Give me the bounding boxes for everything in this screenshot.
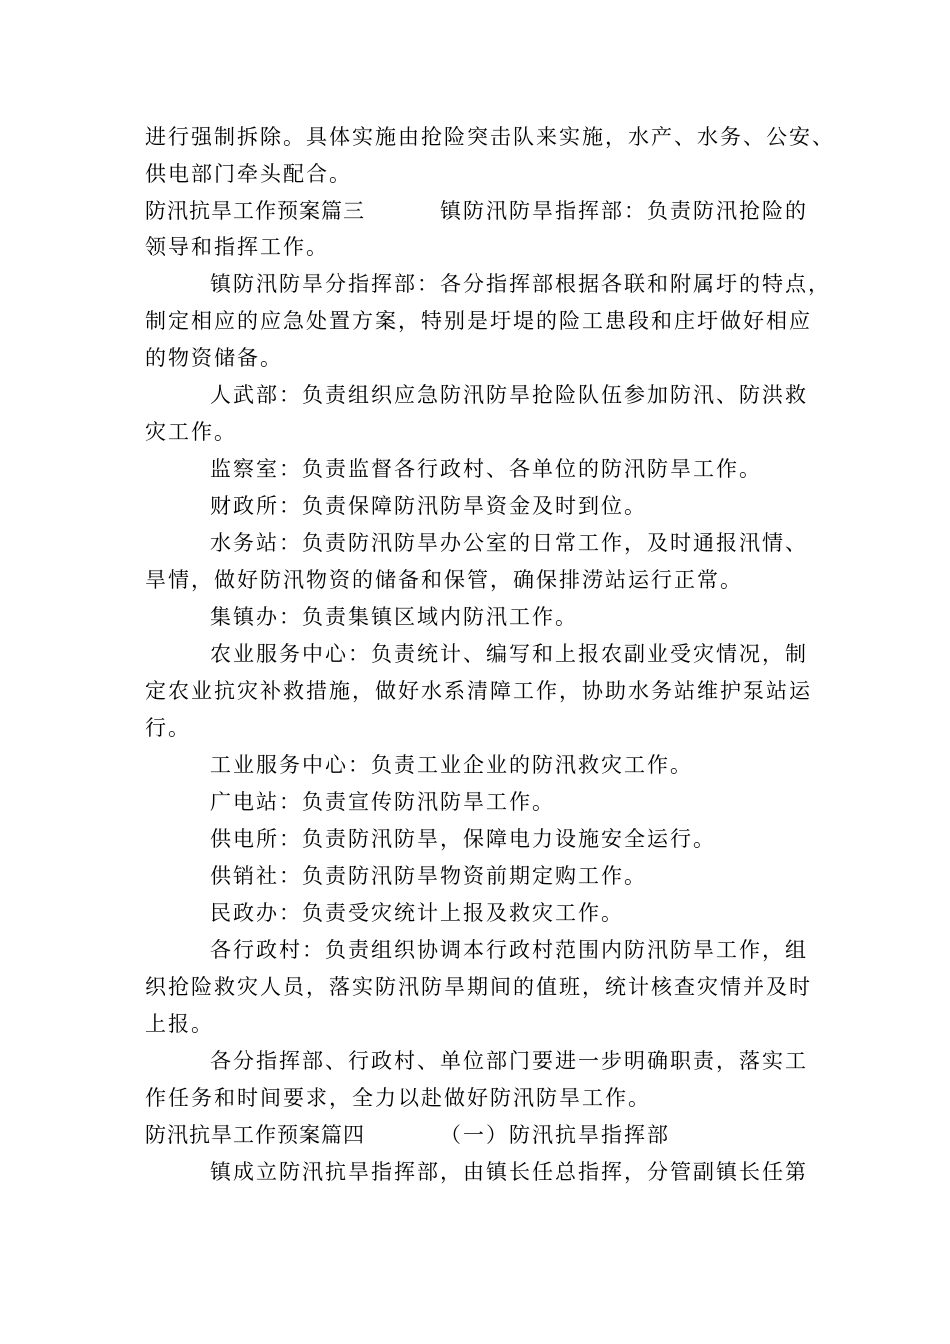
section-heading-text: （一）防汛抗旱指挥部 [440, 1123, 670, 1147]
section-heading-text: 镇防汛防旱指挥部：负责防汛抢险的 [440, 199, 808, 223]
paragraph-line: 镇防汛防旱分指挥部：各分指挥部根据各联和附属圩的特点， [210, 272, 831, 296]
paragraph-line: 各行政村：负责组织协调本行政村范围内防汛防旱工作，组 [210, 938, 808, 962]
text-line: 的物资储备。 [145, 346, 283, 370]
paragraph-line: 供电所：负责防汛防旱，保障电力设施安全运行。 [210, 827, 716, 851]
paragraph-line: 广电站：负责宣传防汛防旱工作。 [210, 790, 555, 814]
paragraph-line: 财政所：负责保障防汛防旱资金及时到位。 [210, 494, 647, 518]
paragraph-line: 水务站：负责防汛防旱办公室的日常工作，及时通报汛情、 [210, 531, 808, 555]
section-heading: 防汛抗旱工作预案篇四 [145, 1123, 365, 1147]
paragraph-line: 供销社：负责防汛防旱物资前期定购工作。 [210, 864, 647, 888]
text-line: 旱情，做好防汛物资的储备和保管，确保排涝站运行正常。 [145, 568, 743, 592]
text-line: 供电部门牵头配合。 [145, 162, 352, 186]
text-line: 领导和指挥工作。 [145, 235, 329, 259]
paragraph-line: 农业服务中心：负责统计、编写和上报农副业受灾情况，制 [210, 642, 808, 666]
paragraph-line: 镇成立防汛抗旱指挥部，由镇长任总指挥，分管副镇长任第 [210, 1160, 808, 1184]
paragraph-line: 工业服务中心：负责工业企业的防汛救灾工作。 [210, 753, 693, 777]
text-line: 上报。 [145, 1012, 214, 1036]
paragraph-line: 集镇办：负责集镇区域内防汛工作。 [210, 605, 578, 629]
text-line: 制定相应的应急处置方案，特别是圩堤的险工患段和庄圩做好相应 [145, 309, 812, 333]
text-line: 进行强制拆除。具体实施由抢险突击队来实施，水产、水务、公安、 [145, 125, 835, 149]
paragraph-line: 人武部：负责组织应急防汛防旱抢险队伍参加防汛、防洪救 [210, 383, 808, 407]
paragraph-line: 监察室：负责监督各行政村、各单位的防汛防旱工作。 [210, 457, 762, 481]
text-line: 织抢险救灾人员，落实防汛防旱期间的值班，统计核查灾情并及时 [145, 975, 812, 999]
text-line: 行。 [145, 716, 191, 740]
text-line: 作任务和时间要求，全力以赴做好防汛防旱工作。 [145, 1086, 651, 1110]
paragraph-line: 民政办：负责受灾统计上报及救灾工作。 [210, 901, 624, 925]
text-line: 灾工作。 [145, 420, 237, 444]
section-heading: 防汛抗旱工作预案篇三 [145, 199, 365, 223]
text-line: 定农业抗灾补救措施，做好水系清障工作，协助水务站维护泵站运 [145, 679, 812, 703]
paragraph-line: 各分指挥部、行政村、单位部门要进一步明确职责，落实工 [210, 1049, 808, 1073]
